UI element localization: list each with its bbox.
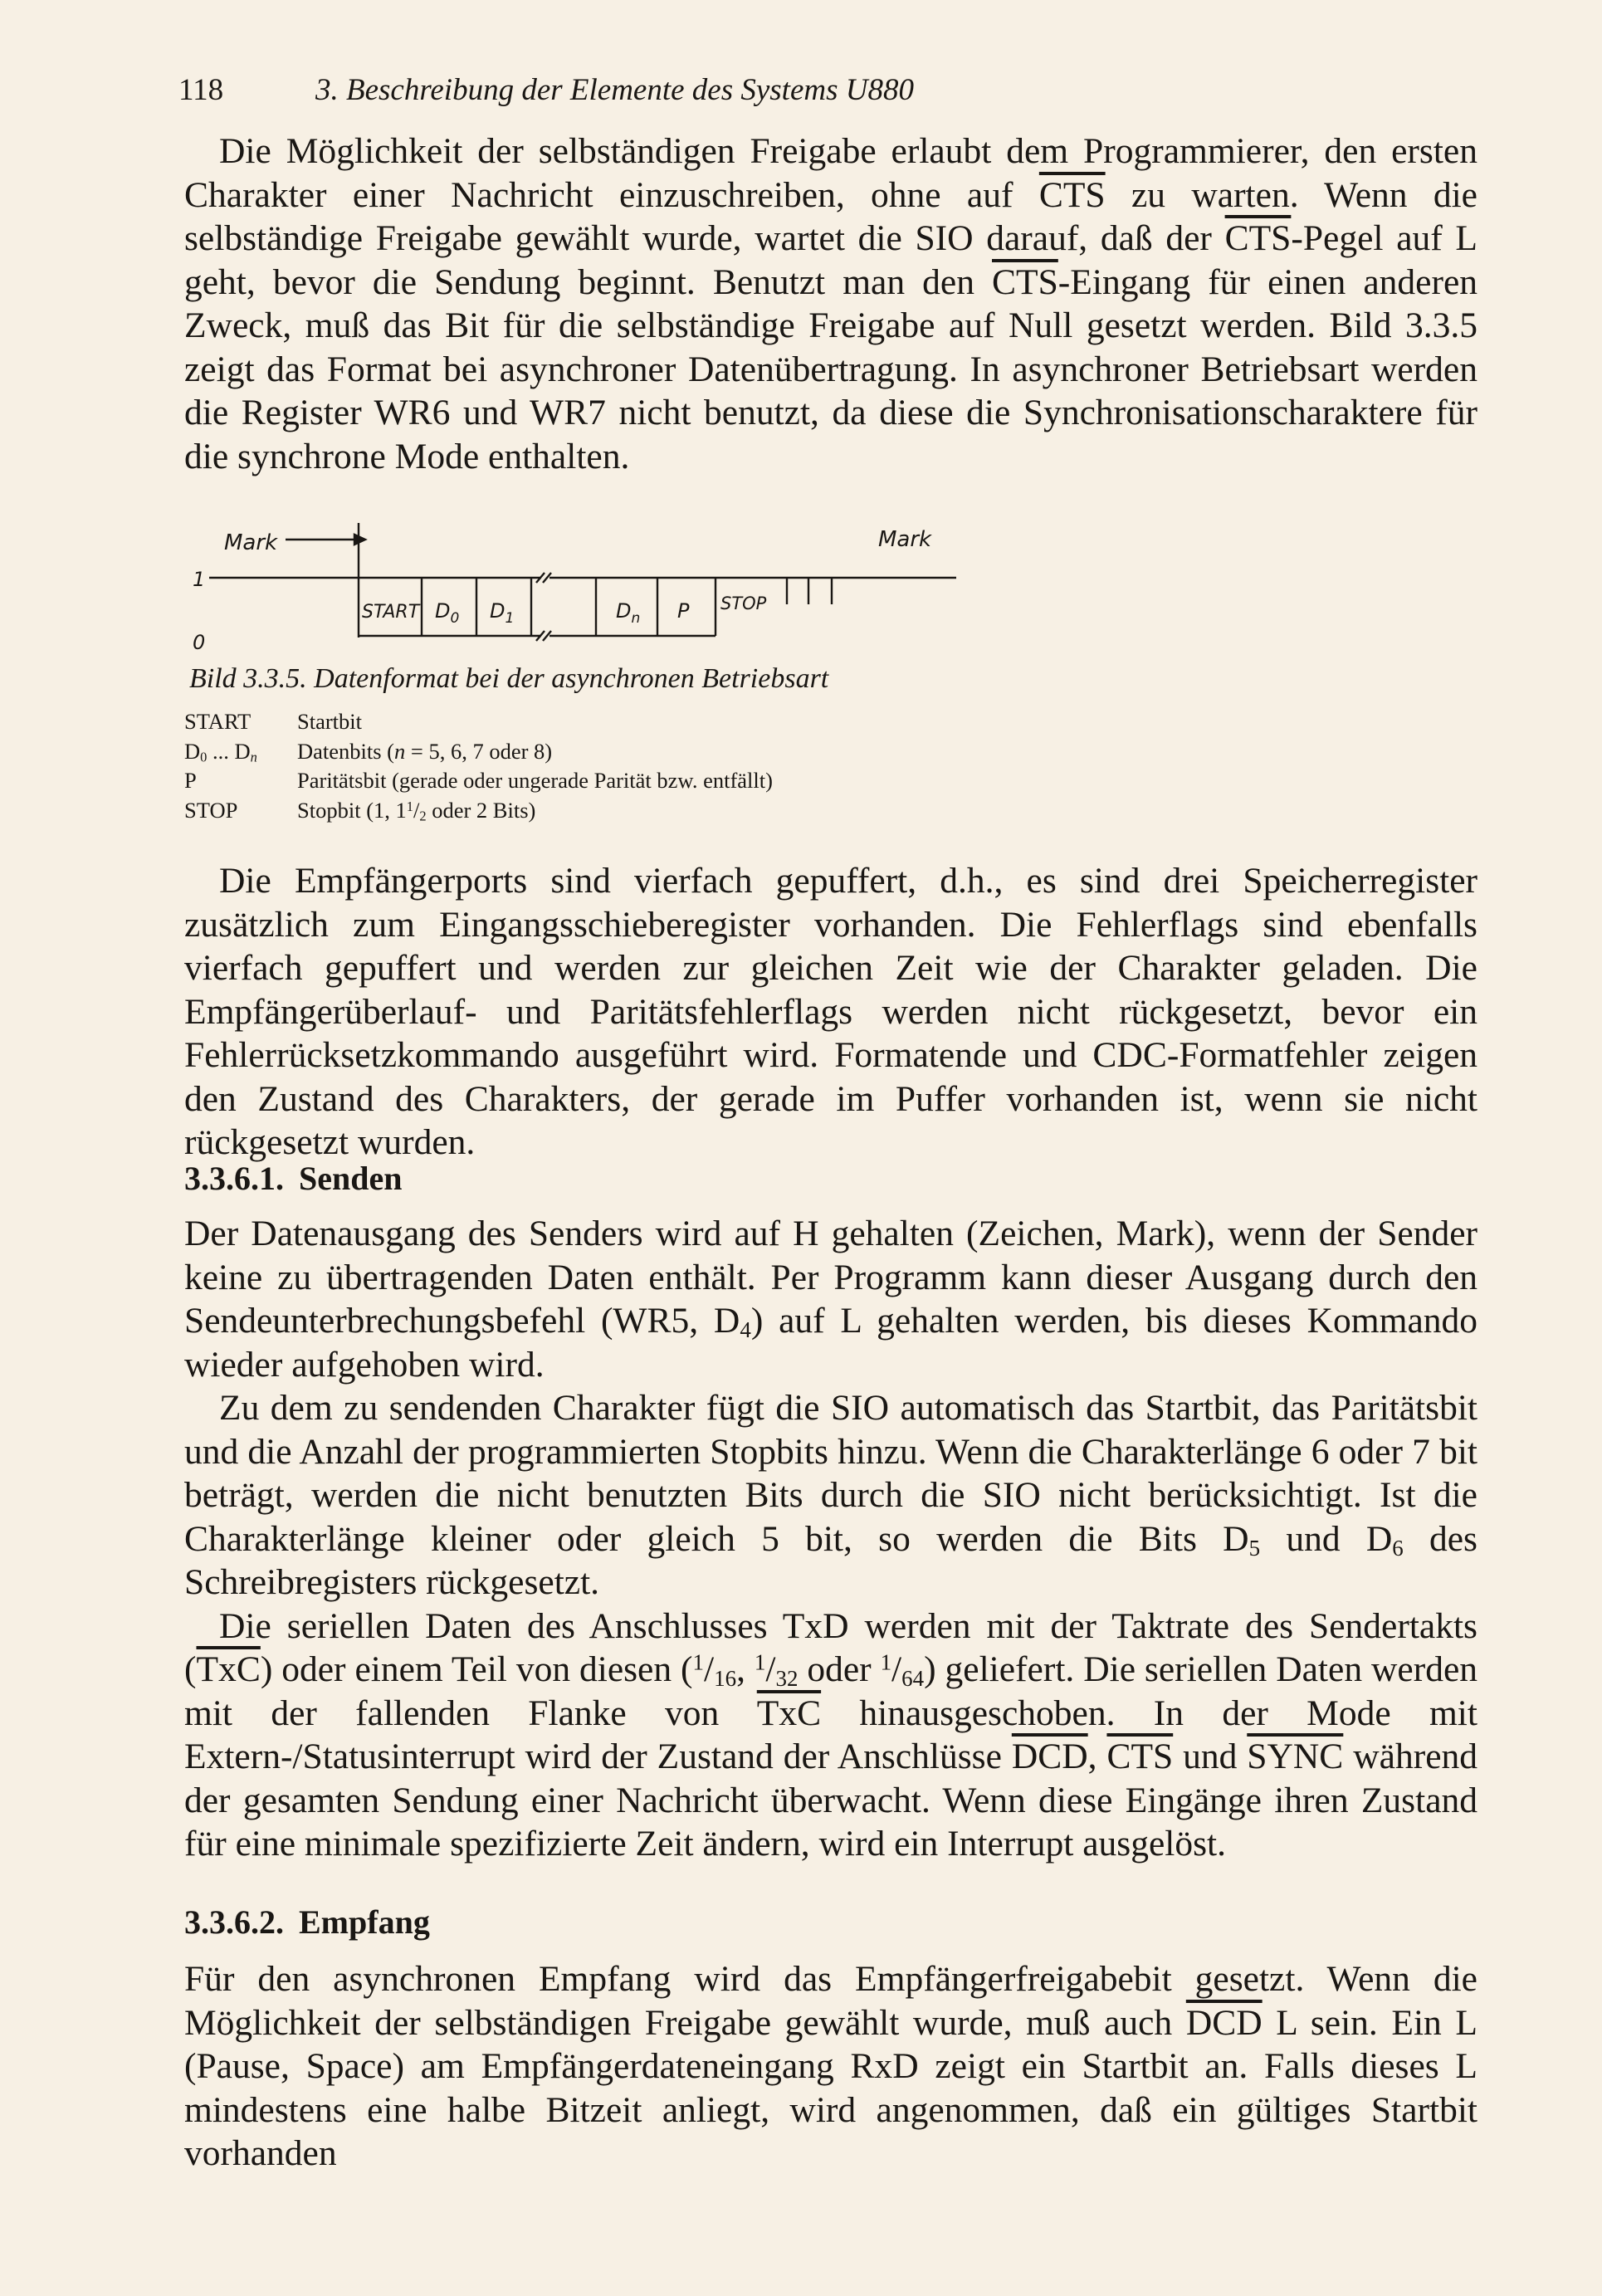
- page-number: 118: [178, 73, 224, 107]
- figure-caption: Bild 3.3.5. Datenformat bei der asynchronen Betriebsart: [189, 663, 829, 694]
- paragraph-self-enable: Die Möglichkeit der selbständigen Freigabe erlaubt dem Programmierer, den ersten Charakter einer Nachricht einzuschreiben, ohne auf $\overline{CTS}$ zu warten. Wenn die selbständige Freigabe gewählt wurde, wartet die SIO darauf, daß der $\overline{CTS}$-Pegel auf L geht, bevor die Sendung beginnt. Benutzt man den $\overline{CTS}$-Eingang für einen anderen Zweck, muß das Bit für die selbständige Freigabe auf Null gesetzt werden. Bild 3.3.5 zeigt das Format bei asynchroner Datenübertragung. In asynchroner Betriebsart werden die Register WR6 und WR7 nicht benutzt, da diese die Synchronisationscharaktere für die synchrone Mode enthalten.: [184, 131, 1477, 476]
- paragraph: Der Datenausgang des Senders wird auf H gehalten (Zeichen, Mark), wenn der Sender keine zu übertragenden Daten enthält. Per Programm kann dieser Ausgang durch den Sendeunterbrechungsbefehl (WR5, $D_4$) auf L gehalten werden, bis dieses Kommando wieder aufgehoben wird.: [184, 1214, 1478, 1385]
- cell-parity: P: [677, 599, 690, 623]
- cell-start: START: [362, 602, 420, 623]
- cell-dn: $D_n$: [616, 599, 641, 627]
- paragraph: Für den asynchronen Empfang wird das Empfängerfreigabebit gesetzt. Wenn die Möglichkeit der selbständigen Freigabe gewählt wurde, muß auch $\overline{DCD}$ L sein. Ein L (Pause, Space) am Empfängerdateneingang RxD zeigt ein Startbit an. Falls dieses L mindestens eine halbe Bitzeit anliegt, wird angenommen, daß ein gültiges Startbit vorhanden: [184, 1959, 1477, 2173]
- timing-diagram: [184, 515, 981, 656]
- cell-d0: $D_0$: [435, 599, 460, 627]
- paragraph: Zu dem zu sendenden Charakter fügt die SIO automatisch das Startbit, das Paritätsbit und die Anzahl der programmierten Stopbits hinzu. Wenn die Charakterlänge 6 oder 7 bit beträgt, werden die nicht benutzten Bits durch die SIO nicht berücksichtigt. Ist die Charakterlänge kleiner oder gleich 5 bit, so werden die Bits $D_5$ und $D_6$ des Schreibregisters rückgesetzt.: [184, 1388, 1477, 1602]
- cts-signal: $\overline{CTS}$: [992, 261, 1058, 302]
- label-level-1: 1: [193, 568, 206, 591]
- label-mark-left: Mark: [224, 530, 278, 555]
- paragraph: Die seriellen Daten des Anschlusses TxD werden mit der Taktrate des Sendertakts $(\overline{TxC})$ oder einem Teil von diesen ($^1/_{16}$, $^1/_{32}$ oder $^1/_{64}$) geliefert. Die seriellen Daten werden mit der fallenden Flanke von $\overline{TxC}$ hinausgeschoben. In der Mode mit Extern-/Statusinterrupt wird der Zustand der Anschlüsse $\overline{DCD}$, $\overline{CTS}$ und SYNC während der gesamten Sendung einer Nachricht überwacht. Wenn diese Eingänge ihren Zustand für eine minimale spezifizierte Zeit ändern, wird ein Interrupt ausgelöst.: [184, 1605, 1477, 1864]
- legend-row: $D_0$ ... $D_n$ Datenbits (n = 5, 6, 7 oder 8): [184, 738, 553, 765]
- legend-row: START Startbit: [184, 709, 363, 734]
- section-heading-senden: 3.3.6.1. Senden: [184, 1160, 403, 1197]
- cts-signal: $\overline{CTS}$: [1224, 218, 1292, 258]
- mark-arrow-head: [354, 535, 365, 545]
- running-header: [178, 70, 1473, 111]
- legend-row: P Paritätsbit (gerade oder ungerade Parität bzw. entfällt): [184, 768, 773, 793]
- cts-signal: $\overline{CTS}$: [1038, 174, 1106, 215]
- chapter-title: 3. Beschreibung der Elemente des Systems U880: [315, 73, 914, 107]
- section-heading-empfang: 3.3.6.2. Empfang: [184, 1903, 430, 1941]
- label-level-0: 0: [193, 631, 206, 654]
- async-format-diagram: [184, 515, 981, 656]
- section-empfang-body: [184, 1957, 1477, 2176]
- cell-stop: STOP: [720, 594, 767, 613]
- paragraph-receiver-ports: Die Empfängerports sind vierfach gepuffert, d.h., es sind drei Speicherregister zusätzlich zum Eingangsschieberegister vorhanden. Die Fehlerflags sind ebenfalls vierfach gepuffert und werden zur gleichen Zeit wie der Charakter geladen. Die Empfängerüberlauf- und Paritätsfehlerflags werden nicht rückgesetzt, bevor ein Fehlerrücksetzkommando ausgeführt wird. Formatende und CDC-Formatfehler zeigen den Zustand des Charakters, der gerade im Puffer vorhanden ist, wenn sie nicht rückgesetzt wurden.: [184, 861, 1477, 1162]
- legend-row: STOP Stopbit (1, $1^1/_2$ oder 2 Bits): [184, 797, 536, 824]
- label-mark-right: Mark: [878, 527, 932, 552]
- section-senden-body: [184, 1212, 1477, 1866]
- cell-d1: $D_1$: [490, 599, 515, 627]
- figure-legend: [184, 707, 1346, 825]
